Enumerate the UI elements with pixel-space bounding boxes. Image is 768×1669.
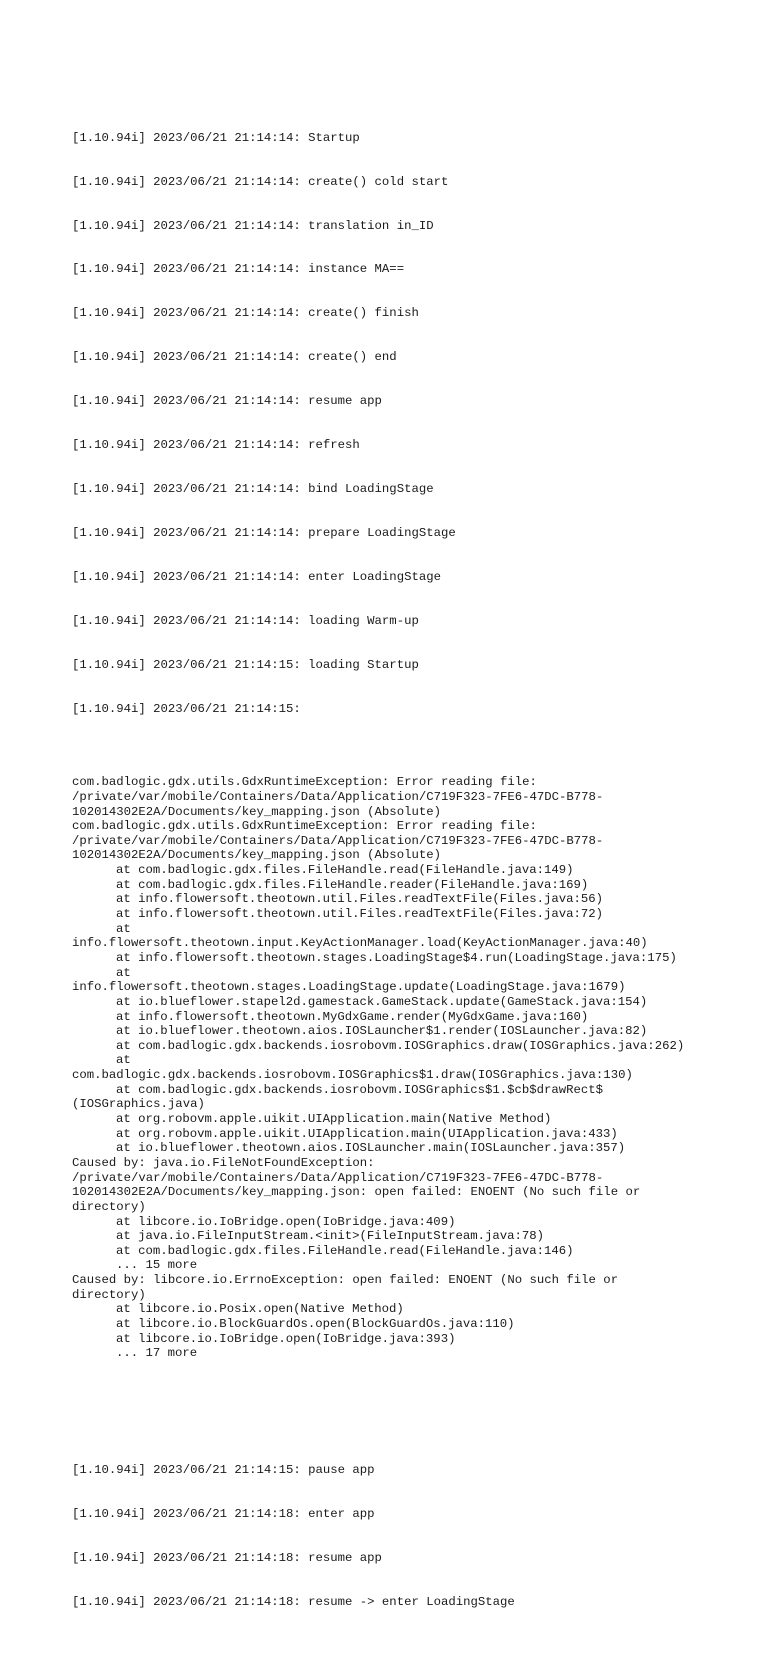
stack-frame-line: at io.blueflower.stapel2d.gamestack.GameStack.update(GameStack.java:154) — [116, 994, 648, 1009]
log-line: [1.10.94i] 2023/06/21 21:14:14: resume app — [72, 394, 382, 409]
stack-frame-line: at libcore.io.IoBridge.open(IoBridge.java:409) — [116, 1214, 456, 1229]
stack-frame-line: at libcore.io.IoBridge.open(IoBridge.java:393) — [116, 1331, 456, 1346]
stack-frame-line: at com.badlogic.gdx.files.FileHandle.read(FileHandle.java:146) — [116, 1243, 574, 1258]
stack-frame-line: at libcore.io.BlockGuardOs.open(BlockGuardOs.java:110) — [116, 1316, 515, 1331]
startup-log-block — [72, 101, 712, 746]
exception-line: 102014302E2A/Documents/key_mapping.json: open failed: ENOENT (No such file or — [72, 1185, 641, 1200]
log-line: [1.10.94i] 2023/06/21 21:14:18: resume -> enter LoadingStage — [72, 1595, 515, 1610]
log-line: [1.10.94i] 2023/06/21 21:14:14: create() finish — [72, 306, 419, 321]
stack-frame-line: at org.robovm.apple.uikit.UIApplication.main(UIApplication.java:433) — [116, 1126, 618, 1141]
exception-line: com.badlogic.gdx.utils.GdxRuntimeException: Error reading file: — [72, 819, 537, 834]
exception-line: directory) — [72, 1287, 146, 1302]
stack-frame-line: at — [116, 965, 131, 980]
log-line: [1.10.94i] 2023/06/21 21:14:14: loading Warm-up — [72, 614, 419, 629]
log-line: [1.10.94i] 2023/06/21 21:14:14: instance MA== — [72, 262, 405, 277]
exception-line: /private/var/mobile/Containers/Data/Application/C719F323-7FE6-47DC-B778- — [72, 789, 604, 804]
log-line: [1.10.94i] 2023/06/21 21:14:14: translation in_ID — [72, 218, 434, 233]
exception-line: Caused by: libcore.io.ErrnoException: open failed: ENOENT (No such file or — [72, 1273, 619, 1288]
exception-line: com.badlogic.gdx.utils.GdxRuntimeException: Error reading file: — [72, 775, 537, 790]
stack-frame-line: at libcore.io.Posix.open(Native Method) — [116, 1302, 404, 1317]
log-line: [1.10.94i] 2023/06/21 21:14:15: — [72, 702, 301, 717]
stack-frame-line: ... 17 more — [116, 1346, 198, 1361]
log-line: [1.10.94i] 2023/06/21 21:14:14: refresh — [72, 438, 360, 453]
stack-frame-line: at — [116, 1053, 131, 1068]
stack-frame-line: at com.badlogic.gdx.backends.iosrobovm.IOSGraphics.draw(IOSGraphics.java:262) — [116, 1038, 685, 1053]
exception-line: (IOSGraphics.java) — [72, 1097, 205, 1112]
exception-line: /private/var/mobile/Containers/Data/Application/C719F323-7FE6-47DC-B778- — [72, 1170, 604, 1185]
stack-frame-line: at java.io.FileInputStream.<init>(FileInputStream.java:78) — [116, 1229, 545, 1244]
exception-line: directory) — [72, 1199, 146, 1214]
resume-log-block — [72, 1434, 712, 1639]
log-line: [1.10.94i] 2023/06/21 21:14:14: create() end — [72, 350, 397, 365]
log-line: [1.10.94i] 2023/06/21 21:14:14: Startup — [72, 130, 360, 145]
log-line: [1.10.94i] 2023/06/21 21:14:14: bind LoadingStage — [72, 482, 434, 497]
log-line: [1.10.94i] 2023/06/21 21:14:18: resume app — [72, 1551, 382, 1566]
stack-frame-line: at com.badlogic.gdx.backends.iosrobovm.IOSGraphics$1.$cb$drawRect$ — [116, 1082, 604, 1097]
exception-line: info.flowersoft.theotown.input.KeyActionManager.load(KeyActionManager.java:40) — [72, 936, 648, 951]
stack-frame-line: ... 15 more — [116, 1258, 198, 1273]
log-text — [72, 72, 712, 1669]
blank-line — [72, 1390, 712, 1405]
stack-frame-line: at info.flowersoft.theotown.util.Files.readTextFile(Files.java:56) — [116, 892, 604, 907]
log-line: [1.10.94i] 2023/06/21 21:14:18: enter app — [72, 1507, 375, 1522]
stack-frame-line: at io.blueflower.theotown.aios.IOSLauncher$1.render(IOSLauncher.java:82) — [116, 1024, 648, 1039]
stack-frame-line: at io.blueflower.theotown.aios.IOSLauncher.main(IOSLauncher.java:357) — [116, 1141, 626, 1156]
log-line: [1.10.94i] 2023/06/21 21:14:14: create() cold start — [72, 174, 449, 189]
stack-frame-line: at org.robovm.apple.uikit.UIApplication.main(Native Method) — [116, 1112, 552, 1127]
stack-frame-line: at com.badlogic.gdx.files.FileHandle.reader(FileHandle.java:169) — [116, 877, 589, 892]
stack-frame-line: at info.flowersoft.theotown.MyGdxGame.render(MyGdxGame.java:160) — [116, 1009, 589, 1024]
exception-line: com.badlogic.gdx.backends.iosrobovm.IOSGraphics$1.draw(IOSGraphics.java:130) — [72, 1068, 633, 1083]
log-line: [1.10.94i] 2023/06/21 21:14:14: enter LoadingStage — [72, 570, 441, 585]
exception-line: /private/var/mobile/Containers/Data/Application/C719F323-7FE6-47DC-B778- — [72, 833, 604, 848]
log-line: [1.10.94i] 2023/06/21 21:14:15: loading Startup — [72, 658, 419, 673]
stack-frame-line: at — [116, 921, 131, 936]
exception-line: 102014302E2A/Documents/key_mapping.json (Absolute) — [72, 804, 441, 819]
exception-line: info.flowersoft.theotown.stages.LoadingStage.update(LoadingStage.java:1679) — [72, 980, 626, 995]
log-line: [1.10.94i] 2023/06/21 21:14:15: pause app — [72, 1463, 375, 1478]
exception-line: Caused by: java.io.FileNotFoundException: — [72, 1155, 375, 1170]
stack-frame-line: at info.flowersoft.theotown.util.Files.readTextFile(Files.java:72) — [116, 907, 604, 922]
exception-line: 102014302E2A/Documents/key_mapping.json (Absolute) — [72, 848, 441, 863]
stack-trace-block — [72, 775, 712, 1361]
stack-frame-line: at com.badlogic.gdx.files.FileHandle.read(FileHandle.java:149) — [116, 863, 574, 878]
log-line: [1.10.94i] 2023/06/21 21:14:14: prepare LoadingStage — [72, 526, 456, 541]
stack-frame-line: at info.flowersoft.theotown.stages.LoadingStage$4.run(LoadingStage.java:175) — [116, 950, 677, 965]
